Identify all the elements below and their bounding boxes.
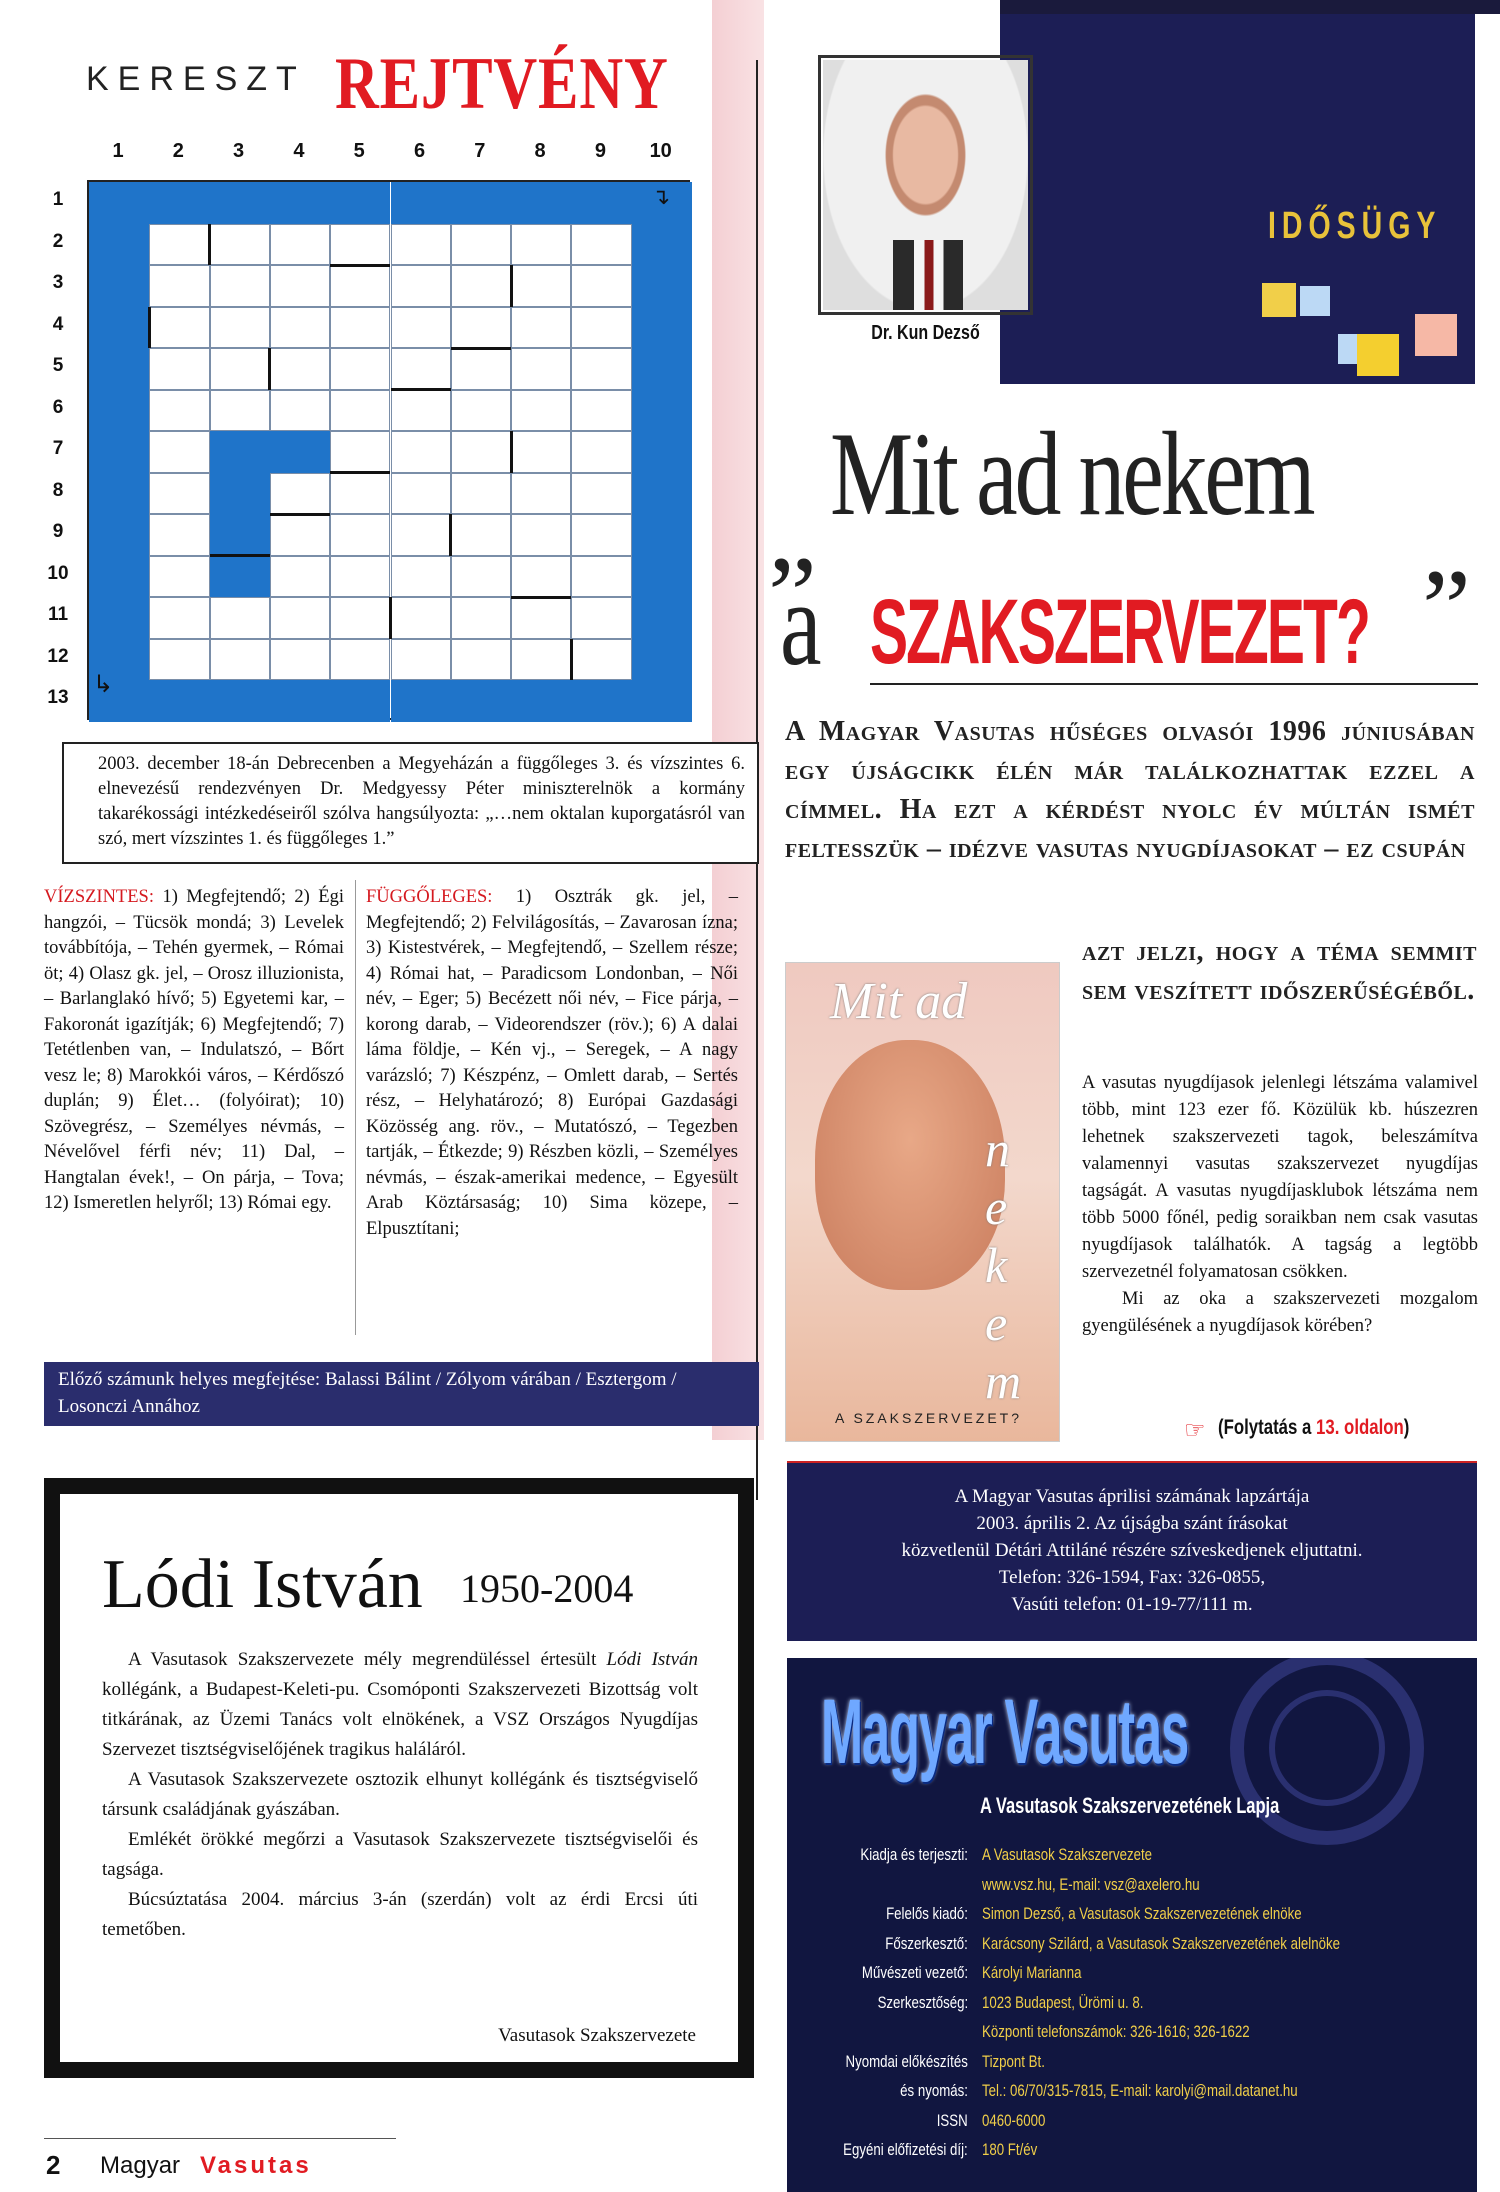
crossword-word-separator [449, 514, 452, 556]
book-cover-vertical-title: nekem [985, 1121, 1022, 1409]
crossword-cell[interactable] [451, 473, 511, 515]
crossword-cell[interactable] [632, 680, 692, 722]
crossword-cell[interactable] [632, 597, 692, 639]
crossword-cell[interactable] [89, 224, 149, 266]
crossword-cell[interactable] [330, 348, 390, 390]
crossword-cell[interactable] [571, 224, 631, 266]
crossword-cell[interactable] [511, 182, 571, 224]
crossword-column-number: 3 [233, 140, 245, 162]
imprint-value: Károlyi Marianna [982, 1963, 1082, 1982]
deadline-line: Vasúti telefon: 01-19-77/111 m. [1011, 1594, 1253, 1615]
crossword-word-separator [510, 431, 513, 473]
crossword-cell[interactable] [330, 514, 390, 556]
crossword-row-number: 9 [52, 521, 64, 542]
masthead-title: Magyar Vasutas [821, 1681, 1189, 1783]
across-clues [44, 885, 344, 1217]
crossword-word-separator [451, 347, 511, 350]
crossword-row-number: 13 [47, 687, 69, 708]
obituary-text: kollégánk, a Budapest-Keleti-pu. Csomóponti Szakszervezeti Bizottság volt titkárának, az Üzemi Tanács volt elnökének, a VSZ Országos Nyugdíjas Szervezet tisztségviselőjének tragikus haláláról. [102, 1679, 698, 1760]
crossword-cell[interactable] [330, 224, 390, 266]
crossword-cell[interactable] [270, 597, 330, 639]
crossword-cell[interactable] [391, 431, 451, 473]
crossword-title-left: KERESZT [86, 60, 306, 98]
crossword-cell[interactable] [89, 348, 149, 390]
crossword-cell[interactable] [451, 348, 511, 390]
crossword-cell[interactable] [89, 265, 149, 307]
obituary-paragraph: A Vasutasok Szakszervezete osztozik elhunyt kollégánk és tisztségviselő társunk családjának gyászában. [102, 1769, 698, 1820]
crossword-cell[interactable] [270, 431, 330, 473]
crossword-cell[interactable] [391, 473, 451, 515]
imprint-value: 180 Ft/év [982, 2140, 1038, 2159]
deadline-line: Telefon: 326-1594, Fax: 326-0855, [998, 1567, 1266, 1588]
obituary-paragraph [102, 1645, 698, 1765]
crossword-cell[interactable] [571, 307, 631, 349]
decorative-square [1262, 283, 1296, 317]
crossword-cell[interactable] [571, 182, 631, 224]
imprint-value: Tizpont Bt. [982, 2051, 1045, 2071]
crossword-row-number: 4 [52, 313, 64, 335]
crossword-cell[interactable] [632, 348, 692, 390]
crossword-cell[interactable] [391, 307, 451, 349]
crossword-cell[interactable] [632, 514, 692, 556]
crossword-cell[interactable] [210, 182, 270, 224]
crossword-word-separator [330, 471, 390, 474]
imprint-label: Főszerkesztő: [885, 1933, 968, 1953]
footer-magazine-word2: Vasutas [200, 2152, 312, 2179]
crossword-row-number: 5 [52, 355, 64, 376]
continued-page: 13. oldalon [1316, 1416, 1404, 1439]
imprint-value: Karácsony Szilárd, a Vasutasok Szakszervezetének alelnöke [982, 1933, 1340, 1953]
crossword-cell[interactable] [330, 473, 390, 515]
crossword-cell[interactable] [391, 556, 451, 598]
crossword-cell[interactable] [210, 307, 270, 349]
down-heading: FÜGGŐLEGES: [366, 887, 493, 907]
crossword-cell[interactable] [571, 265, 631, 307]
top-navy-bar [1000, 0, 1500, 14]
crossword-row-number: 12 [47, 645, 69, 667]
crossword-cell[interactable] [571, 597, 631, 639]
crossword-cell[interactable] [571, 431, 631, 473]
crossword-cell[interactable] [391, 639, 451, 681]
crossword-grid[interactable] [87, 180, 690, 720]
crossword-row-number: 7 [52, 438, 64, 459]
across-heading: VÍZSZINTES: [44, 887, 154, 907]
down-clues-text: 1) Osztrák gk. jel, – Megfejtendő; 2) Felvilágosítás, – Zavarosan ízna; 3) Kistestvérek, – Megfejtendő, – Szellem része; 4) Római hat, – Paradicsom Londonban, – Női név, – Eger; 5) Becézett női név, – Fice párja, – korong darab, – Videorendszer (röv.); 6) A dalai láma földje, – Kén vj., – Seregek, – A nagy varázsló; 7) Készpénz, – Omlett darab, – Sertés rész, – Helyhatározó; 8) Európai Gazdasági Közösség ang. röv., – Mutatószó, – Tegezben tartják, – Étkezde; 9) Részben közli, – Személyes névmás, – észak-amerikai medence, – Egyesült Arab Köztársaság; 10) Sima közepe, – Elpusztítani; [366, 887, 739, 1239]
crossword-cell[interactable] [330, 390, 390, 432]
crossword-cell[interactable] [571, 514, 631, 556]
crossword-cell[interactable] [571, 556, 631, 598]
crossword-cell[interactable] [330, 265, 390, 307]
crossword-cell[interactable] [391, 514, 451, 556]
crossword-row-number: 8 [52, 479, 64, 501]
crossword-cell[interactable] [330, 639, 390, 681]
crossword-cell[interactable] [632, 265, 692, 307]
article-paragraph: A vasutas nyugdíjasok jelenlegi létszáma valamivel több, mint 123 ezer fő. Közülük kb. húszezren lehetnek szakszervezeti tagok, beleszámítva valamennyi vasutas szakszervezet nyugdíjas tagságát. A vasutas nyugdíjasklubok létszáma nem több 5000 főnél, pedig soraikban nem csak vasutas nyugdíjasok találhatók. A tagság a legtöbb szervezetnél folyamatosan csökken. [1082, 1073, 1478, 1282]
article-body [1082, 1070, 1478, 1340]
footer-rule [44, 2138, 396, 2139]
crossword-cell[interactable] [330, 182, 390, 224]
continued-label: (Folytatás a [1218, 1416, 1312, 1439]
crossword-cell[interactable] [632, 473, 692, 515]
crossword-cell[interactable] [149, 639, 209, 681]
crossword-cell[interactable] [89, 182, 149, 224]
crossword-cell[interactable] [451, 307, 511, 349]
crossword-cell[interactable] [391, 348, 451, 390]
article-paragraph: Mi az oka a szakszervezeti mozgalom gyengülésének a nyugdíjasok körében? [1082, 1289, 1478, 1336]
crossword-cell[interactable] [270, 514, 330, 556]
crossword-cell[interactable] [89, 307, 149, 349]
imprint-label: Művészeti vezető: [861, 1963, 968, 1982]
crossword-cell[interactable] [571, 390, 631, 432]
crossword-word-separator [148, 307, 151, 349]
crossword-cell[interactable] [149, 597, 209, 639]
obituary-signature: Vasutasok Szakszervezete [498, 2025, 696, 2046]
imprint-label: és nyomás: [900, 2081, 968, 2100]
crossword-cell[interactable] [451, 680, 511, 722]
book-cover-title: Mit ad [830, 973, 968, 1030]
crossword-cell[interactable] [149, 431, 209, 473]
obituary-text: A Vasutasok Szakszervezete mély megrendüléssel értesült [128, 1649, 597, 1670]
crossword-cell[interactable] [571, 639, 631, 681]
crossword-cell[interactable] [210, 348, 270, 390]
crossword-cell[interactable] [330, 307, 390, 349]
pointing-hand-icon: ☞ [1184, 1418, 1206, 1444]
crossword-quote: 2003. december 18-án Debrecenben a Megyeházán a függőleges 3. és vízszintes 6. elnevezésű rendezvényen Dr. Medgyessy Péter miniszterelnök a kormány takarékossági intézkedéseiről szólva hangsúlyozta: „…nem oktalan kuporgatásról van szó, mert vízszintes 1. és függőleges 1.” [98, 754, 745, 849]
section-label: IDŐSÜGY [1268, 205, 1442, 247]
crossword-cell[interactable] [89, 390, 149, 432]
crossword-cell[interactable] [270, 265, 330, 307]
crossword-cell[interactable] [270, 224, 330, 266]
crossword-cell[interactable] [632, 639, 692, 681]
clue-divider [355, 880, 356, 1335]
crossword-word-separator [270, 513, 330, 516]
continued-close: ) [1403, 1416, 1410, 1439]
crossword-cell[interactable] [89, 514, 149, 556]
crossword-row-number: 2 [52, 230, 64, 252]
crossword-cell[interactable] [511, 680, 571, 722]
obituary-deceased-name: Lódi István [606, 1649, 698, 1670]
crossword-column-number: 7 [474, 140, 486, 162]
imprint-label: Felelős kiadó: [886, 1904, 968, 1923]
crossword-cell[interactable] [511, 556, 571, 598]
crossword-cell[interactable] [632, 431, 692, 473]
crossword-cell[interactable] [270, 639, 330, 681]
obituary-name: Lódi István [102, 1546, 423, 1623]
imprint-value: Simon Dezső, a Vasutasok Szakszervezetének elnöke [982, 1904, 1302, 1923]
headline-accent: SZAKSZERVEZET? [870, 581, 1369, 683]
crossword-cell[interactable] [511, 597, 571, 639]
crossword-cell[interactable] [451, 597, 511, 639]
crossword-cell[interactable] [571, 473, 631, 515]
crossword-word-separator [210, 554, 270, 557]
across-clues-text: 1) Megfejtendő; 2) Égi hangzói, – Tücsök mondá; 3) Levelek továbbítója, – Tehén gyermek, – Római öt; 4) Olasz gk. jel, – Orosz illuzionista, – Barlanglakó hívő; 5) Egyetemi kar, – Fakoronát igazítják; 6) Megfejtendő; 7) Tetétlenben van, – Indulatszó, – Bőrt vesz le; 8) Marokkói város, – Kérdőszó duplán; 9) Élet… (folyóirat); 10) Szövegrész, – Személyes névmás, – Névelővel férfi név; 11) Dal, – Hangtalan évek!, – On párja, – Tova; 12) Ismeretlen helyről; 13) Római egy. [44, 887, 344, 1213]
crossword-column-number: 6 [413, 140, 426, 162]
masthead-subtitle: A Vasutasok Szakszervezetének Lapja [980, 1793, 1280, 1818]
decorative-square [1415, 314, 1457, 356]
crossword-cell[interactable] [89, 556, 149, 598]
crossword-cell[interactable] [571, 680, 631, 722]
crossword-word-separator [330, 264, 390, 267]
lead-paragraph-top: A Magyar Vasutas hűséges olvasói 1996 júniusában egy újságcikk élén már találkozhattak ezzel a címmel. Ha ezt a kérdést nyolc év múltán ismét feltesszük – idézve vasutas nyugdíjasokat – ez csupán [785, 716, 1475, 864]
crossword-row-number: 10 [47, 562, 69, 584]
crossword-cell[interactable] [210, 390, 270, 432]
imprint-value: 1023 Budapest, Ürömi u. 8. [982, 1992, 1144, 2012]
crossword-cell[interactable] [149, 348, 209, 390]
crossword-word-separator [268, 348, 271, 390]
crossword-cell[interactable] [632, 556, 692, 598]
crossword-cell[interactable] [451, 182, 511, 224]
crossword-cell[interactable] [511, 307, 571, 349]
crossword-cell[interactable] [330, 680, 390, 722]
crossword-cell[interactable] [270, 473, 330, 515]
deadline-box [787, 1461, 1477, 1641]
imprint-value: Központi telefonszámok: 326-1616; 326-1622 [982, 2022, 1250, 2041]
imprint-label: Egyéni előfizetési díj: [843, 2140, 968, 2159]
imprint-label: ISSN [937, 2110, 968, 2130]
crossword-cell[interactable] [571, 348, 631, 390]
book-cover-face [815, 1040, 1005, 1290]
crossword-cell[interactable] [391, 680, 451, 722]
crossword-word-separator [208, 224, 211, 266]
down-clues [366, 885, 738, 1242]
headline-close-quote: ” [1422, 547, 1471, 669]
crossword-row-number: 3 [52, 272, 64, 293]
decorative-square [1357, 334, 1399, 376]
crossword-cell[interactable] [210, 514, 270, 556]
crossword-cell[interactable] [511, 224, 571, 266]
crossword-cell[interactable] [391, 182, 451, 224]
deadline-line: A Magyar Vasutas áprilisi számának lapzártája [954, 1486, 1310, 1507]
crossword-column-number: 5 [353, 140, 365, 162]
crossword-cell[interactable] [391, 265, 451, 307]
crossword-cell[interactable] [451, 265, 511, 307]
crossword-word-separator [389, 597, 392, 639]
previous-answer-box [44, 1362, 759, 1426]
crossword-cell[interactable] [210, 680, 270, 722]
imprint-value: 0460-6000 [982, 2110, 1046, 2130]
crossword-cell[interactable] [632, 307, 692, 349]
crossword-word-separator [510, 265, 513, 307]
crossword-word-separator [570, 639, 573, 681]
crossword-column-number: 10 [649, 140, 672, 162]
crossword-cell[interactable] [511, 639, 571, 681]
crossword-cell[interactable] [391, 224, 451, 266]
lead-paragraph-bottom: azt jelzi, hogy a téma semmit sem veszített időszerűségéből. [1082, 936, 1477, 1006]
crossword-cell[interactable] [511, 431, 571, 473]
imprint-value[interactable]: www.vsz.hu, E-mail: vsz@axelero.hu [982, 1874, 1200, 1894]
crossword-column-number: 9 [594, 140, 606, 162]
imprint-label: Kiadja és terjeszti: [860, 1845, 968, 1864]
crossword-cell[interactable] [451, 224, 511, 266]
crossword-word-separator [391, 388, 451, 391]
crossword-column-number: 1 [112, 140, 124, 162]
crossword-cell[interactable] [149, 680, 209, 722]
down-arrow-icon: ↴ [651, 184, 671, 209]
right-arrow-icon: ↳ [93, 672, 114, 699]
crossword-cell[interactable] [330, 597, 390, 639]
obituary-paragraph: Emlékét örökké megőrzi a Vasutasok Szakszervezete tisztségviselői és tagsága. [102, 1829, 698, 1880]
crossword-cell[interactable] [270, 348, 330, 390]
obituary-body [102, 1645, 698, 1945]
crossword-cell[interactable] [149, 473, 209, 515]
section-header-panel [1000, 14, 1475, 384]
crossword-cell[interactable] [270, 307, 330, 349]
crossword-cell[interactable] [270, 182, 330, 224]
imprint-label: Szerkesztőség: [877, 1992, 968, 2012]
crossword-column-number: 4 [293, 140, 305, 162]
photo-caption: Dr. Kun Dezső [871, 322, 980, 344]
footer-magazine-word1: Magyar [100, 2152, 181, 2179]
crossword-cell[interactable] [149, 556, 209, 598]
crossword-cell[interactable] [391, 390, 451, 432]
decorative-square [1300, 286, 1330, 316]
crossword-column-number: 2 [172, 140, 184, 162]
deadline-line: 2003. április 2. Az újságba szánt írásokat [976, 1513, 1288, 1534]
crossword-cell[interactable] [149, 390, 209, 432]
crossword-cell[interactable] [89, 473, 149, 515]
headline-rule [870, 683, 1478, 685]
crossword-row-number: 11 [47, 604, 69, 625]
deadline-line: közvetlenül Détári Attiláné részére szíveskedjenek eljuttatni. [901, 1540, 1363, 1561]
book-cover-subtitle: A SZAKSZERVEZET? [835, 1410, 1023, 1426]
crossword-cell[interactable] [632, 224, 692, 266]
crossword-cell[interactable] [451, 390, 511, 432]
page-number: 2 [46, 2150, 61, 2180]
crossword-cell[interactable] [511, 348, 571, 390]
crossword-row-number: 6 [52, 396, 64, 418]
crossword-word-separator [511, 596, 571, 599]
crossword-cell[interactable] [632, 390, 692, 432]
crossword-cell[interactable] [210, 431, 270, 473]
crossword-cell[interactable] [149, 224, 209, 266]
crossword-cell[interactable] [391, 597, 451, 639]
crossword-cell[interactable] [89, 597, 149, 639]
crossword-cell[interactable] [210, 265, 270, 307]
crossword-cell[interactable] [210, 224, 270, 266]
crossword-column-number: 8 [534, 140, 546, 162]
crossword-cell[interactable] [511, 265, 571, 307]
crossword-cell[interactable] [149, 182, 209, 224]
crossword-cell[interactable] [451, 556, 511, 598]
crossword-cell[interactable] [149, 514, 209, 556]
crossword-cell[interactable] [210, 597, 270, 639]
crossword-cell[interactable] [511, 473, 571, 515]
crossword-title-right: REJTVÉNY [335, 43, 669, 125]
crossword-cell[interactable] [451, 431, 511, 473]
imprint-value: A Vasutasok Szakszervezete [982, 1845, 1153, 1864]
obituary-years: 1950-2004 [460, 1566, 634, 1611]
headline-line2-prefix: a [780, 557, 822, 690]
crossword-cell[interactable] [511, 390, 571, 432]
imprint-label: Nyomdai előkészítés [845, 2051, 968, 2071]
imprint-value[interactable]: Tel.: 06/70/315-7815, E-mail: karolyi@mail.datanet.hu [982, 2081, 1298, 2100]
crossword-cell[interactable] [210, 639, 270, 681]
crossword-quote-box [62, 742, 759, 864]
crossword-cell[interactable] [270, 680, 330, 722]
obituary-paragraph: Búcsúztatása 2004. március 3-án (szerdán) volt az érdi Ercsi úti temetőben. [102, 1889, 698, 1940]
crossword-cell[interactable] [210, 473, 270, 515]
crossword-cell[interactable] [270, 556, 330, 598]
headline-line1: Mit ad nekem [830, 407, 1313, 540]
crossword-cell[interactable] [270, 390, 330, 432]
crossword-cell[interactable] [451, 639, 511, 681]
headline-open-quote: „ [768, 472, 817, 594]
crossword-cell[interactable] [210, 556, 270, 598]
crossword-cell[interactable] [451, 514, 511, 556]
crossword-cell[interactable] [149, 307, 209, 349]
previous-answer: Előző számunk helyes megfejtése: Balassi Bálint / Zólyom várában / Esztergom / Losonczi Annához [58, 1369, 677, 1417]
crossword-cell[interactable] [511, 514, 571, 556]
crossword-cell[interactable] [149, 265, 209, 307]
portrait-frame [818, 55, 1033, 315]
crossword-cell[interactable] [89, 431, 149, 473]
crossword-row-number: 1 [52, 189, 64, 210]
continued-link[interactable] [1218, 1416, 1409, 1440]
crossword-cell[interactable] [330, 431, 390, 473]
crossword-cell[interactable] [330, 556, 390, 598]
